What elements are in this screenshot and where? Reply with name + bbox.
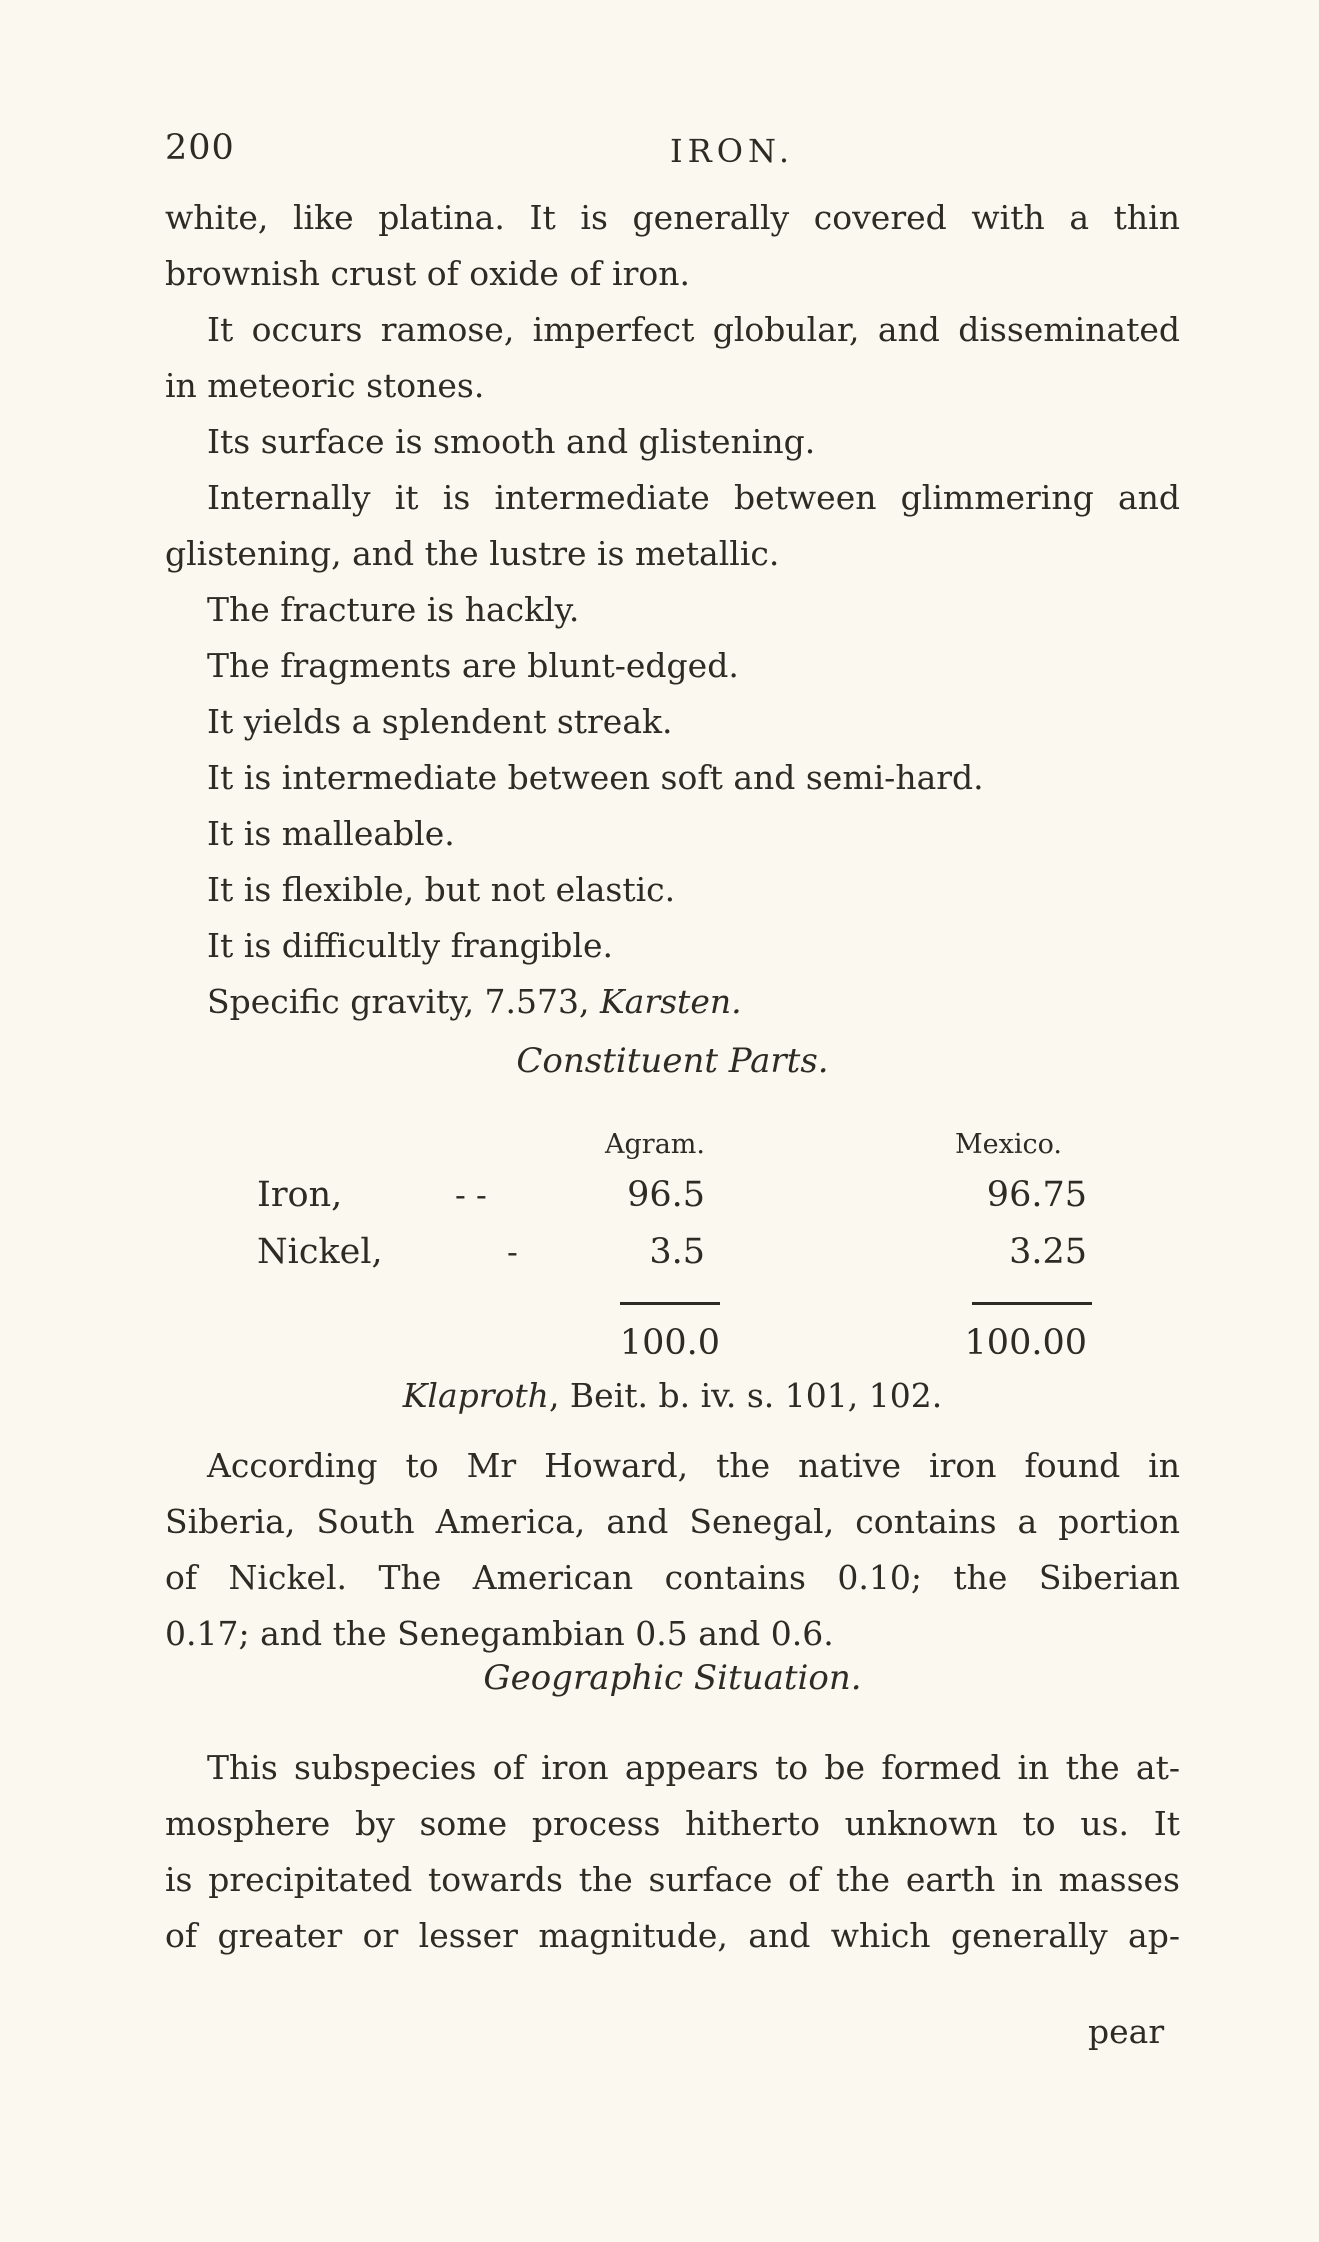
paragraph-line: of greater or lesser magnitude, and which generally ap- (165, 1916, 1180, 1955)
iron-agram-value: 96.5 (627, 1175, 705, 1215)
description-line: It is difficultly frangible. (207, 926, 613, 965)
citation (165, 1376, 1180, 1415)
specific-gravity-line (165, 974, 1180, 1030)
description-line: Internally it is intermediate between glimmering and (207, 478, 1180, 517)
column-header-mexico: Mexico. (955, 1129, 1062, 1160)
sum-rule-mexico (972, 1302, 1092, 1305)
description-line: It occurs ramose, imperfect globular, and disseminated (207, 310, 1180, 349)
description-line: white, like platina. It is generally covered with a thin (165, 198, 1180, 237)
row-leader-dashes: - - (455, 1176, 487, 1214)
description-line: The fragments are blunt-edged. (207, 646, 739, 685)
description-line: It yields a splendent streak. (207, 702, 673, 741)
howard-paragraph (165, 1437, 1180, 1661)
running-title: IRON. (670, 132, 795, 170)
geographic-paragraph (165, 1739, 1180, 1963)
paragraph-line: This subspecies of iron appears to be formed in the at- (207, 1748, 1180, 1787)
specific-gravity-author: Karsten. (600, 982, 742, 1021)
column-header-agram: Agram. (605, 1129, 705, 1160)
paragraph-line: mosphere by some process hitherto unknown to us. It (165, 1804, 1180, 1843)
geographic-situation-title: Geographic Situation. (483, 1658, 862, 1698)
paragraph-line: Siberia, South America, and Senegal, contains a portion (165, 1502, 1180, 1541)
row-label-iron: Iron, (257, 1175, 343, 1215)
description-text (165, 190, 1180, 1030)
iron-mexico-value: 96.75 (986, 1175, 1087, 1215)
paragraph-line: According to Mr Howard, the native iron found in (207, 1446, 1180, 1485)
catchword: pear (1088, 2012, 1165, 2051)
description-line: brownish crust of oxide of iron. (165, 254, 690, 293)
constituent-table (165, 1129, 1180, 1389)
nickel-mexico-value: 3.25 (1009, 1232, 1087, 1272)
paragraph-line: 0.17; and the Senegambian 0.5 and 0.6. (165, 1614, 834, 1653)
total-agram-value: 100.0 (619, 1323, 720, 1363)
description-line: It is malleable. (207, 814, 455, 853)
paragraph-line: of Nickel. The American contains 0.10; the Siberian (165, 1558, 1180, 1597)
constituent-parts-title: Constituent Parts. (516, 1041, 829, 1081)
specific-gravity-label: Specific gravity, 7.573, (207, 982, 601, 1021)
description-line: Its surface is smooth and glistening. (207, 422, 816, 461)
row-leader-dashes: - (507, 1233, 518, 1271)
description-line: The fracture is hackly. (207, 590, 580, 629)
paragraph-line: is precipitated towards the surface of the earth in masses (165, 1860, 1180, 1899)
description-line: in meteoric stones. (165, 366, 485, 405)
total-mexico-value: 100.00 (964, 1323, 1087, 1363)
citation-reference: , Beit. b. iv. s. 101, 102. (548, 1376, 943, 1415)
sum-rule-agram (620, 1302, 720, 1305)
description-line: It is intermediate between soft and semi-hard. (207, 758, 984, 797)
citation-author: Klaproth (402, 1376, 549, 1415)
description-line: It is flexible, but not elastic. (207, 870, 676, 909)
nickel-agram-value: 3.5 (649, 1232, 705, 1272)
page-header (165, 128, 1165, 178)
page-number: 200 (165, 128, 235, 168)
row-label-nickel: Nickel, (257, 1232, 383, 1272)
description-line: glistening, and the lustre is metallic. (165, 534, 780, 573)
